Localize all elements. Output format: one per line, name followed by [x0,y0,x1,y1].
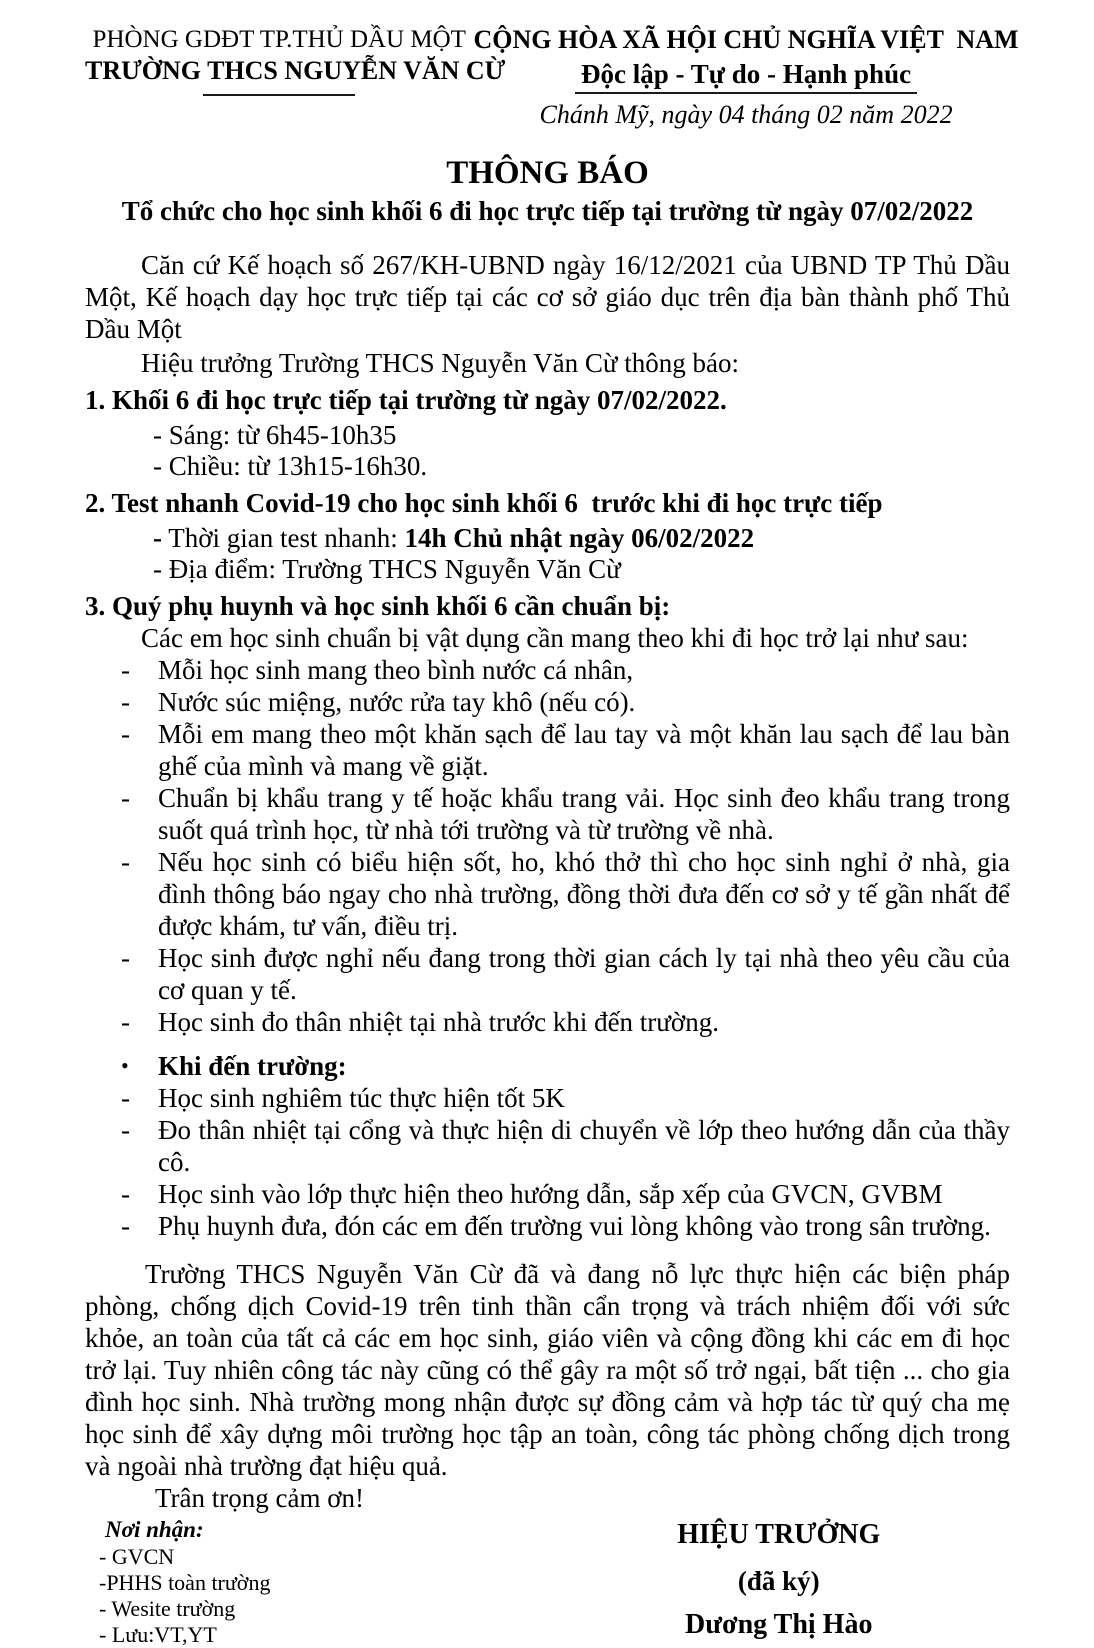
thanks-line: Trân trọng cảm ơn! [155,1483,364,1513]
school-name-line: TRƯỜNG THCS NGUYỄN VĂN CỪ [85,56,506,85]
prep-item [85,846,1010,942]
recipient-item: -PHHS toàn trường [99,1570,271,1595]
prep-item-text: Học sinh được nghỉ nếu đang trong thời gian cách ly tại nhà theo yêu cầu của cơ quan y tế. [158,943,1010,1005]
prep-item-text: Mỗi em mang theo một khăn sạch để lau tay và một khăn lau sạch để lau bàn ghế của mình và mang về giặt. [158,719,1010,781]
document-footer [85,1516,1010,1648]
department-line: PHÒNG GDĐT TP.THỦ DẦU MỘT [92,26,466,53]
hyphen-marker: - [121,1007,130,1037]
prep-item [85,654,1010,686]
recipients-label: Nơi nhận: [105,1517,204,1542]
document-subtitle: Tổ chức cho học sinh khối 6 đi học trực tiếp tại trường từ ngày 07/02/2022 [121,196,974,226]
school-underline [203,94,355,96]
hyphen-marker: - [121,1115,130,1145]
test-time-dash: - [153,523,162,553]
arrival-item-text: Học sinh nghiêm túc thực hiện tốt 5K [158,1083,565,1113]
place-date-line: Chánh Mỹ, ngày 04 tháng 02 năm 2022 [539,100,953,129]
national-motto-line: Độc lập - Tự do - Hạnh phúc [575,58,917,94]
prep-item [85,686,1010,718]
section-1-heading: 1. Khối 6 đi học trực tiếp tại trường từ ngày 07/02/2022. [85,385,727,415]
arrival-item [85,1210,1010,1242]
arrival-heading-row [85,1050,1010,1082]
document-title: THÔNG BÁO [446,155,649,191]
hyphen-marker: - [121,1179,130,1209]
national-title-line: CỘNG HÒA XÃ HỘI CHỦ NGHĨA VIỆT NAM [473,25,1019,54]
recipients-block [85,1516,548,1648]
hyphen-marker: - [121,1211,130,1241]
bullet-marker: • [121,1053,129,1078]
prep-item-text: Mỗi học sinh mang theo bình nước cá nhân, [158,655,634,685]
signature-block [548,1516,1011,1648]
hyphen-marker: - [121,943,130,973]
hyphen-marker: - [121,655,130,685]
national-header-block [474,24,1019,131]
section-1-item-afternoon: - Chiều: từ 13h15-16h30. [153,451,428,481]
recipient-item: - Lưu:VT,YT [99,1622,217,1647]
test-time-label: Thời gian test nhanh: [162,523,405,553]
section-1-item-morning: - Sáng: từ 6h45-10h35 [153,420,397,450]
arrival-item-text: Phụ huynh đưa, đón các em đến trường vui lòng không vào trong sân trường. [158,1211,991,1241]
test-time-line [85,523,1010,554]
arrival-heading: Khi đến trường: [158,1051,347,1081]
prep-item-text: Chuẩn bị khẩu trang y tế hoặc khẩu trang vải. Học sinh đeo khẩu trang trong suốt quá trình học, từ nhà tới trường và từ trường về nhà. [158,783,1010,845]
hyphen-marker: - [121,1083,130,1113]
signature-signed-note: (đã ký) [737,1566,820,1596]
prep-item-text: Nếu học sinh có biểu hiện sốt, ho, khó thở thì cho học sinh nghỉ ở nhà, gia đình thông báo ngay cho nhà trường, đồng thời đưa đến cơ sở y tế gần nhất để được khám, tư vấn, điều trị. [158,847,1010,941]
section-3-heading: 3. Quý phụ huynh và học sinh khối 6 cần chuẩn bị: [85,591,671,621]
recipient-item: - GVCN [99,1544,175,1569]
prep-item [85,1006,1010,1038]
test-time-value: 14h Chủ nhật ngày 06/02/2022 [404,523,755,553]
signature-title: HIỆU TRƯỞNG [677,1519,881,1550]
announcement-line: Hiệu trưởng Trường THCS Nguyễn Văn Cừ thông báo: [141,348,739,378]
arrival-item [85,1082,1010,1114]
recipient-item: - Wesite trường [99,1596,236,1621]
hyphen-marker: - [121,687,130,717]
hyphen-marker: - [121,783,130,813]
prep-item [85,718,1010,782]
prep-item-text: Nước súc miệng, nước rửa tay khô (nếu có). [158,687,636,717]
legal-basis-paragraph: Căn cứ Kế hoạch số 267/KH-UBND ngày 16/12/2021 của UBND TP Thủ Dầu Một, Kế hoạch dạy học trực tiếp tại các cơ sở giáo dục trên địa bàn thành phố Thủ Dầu Một [85,250,1010,344]
arrival-item [85,1114,1010,1178]
arrival-item-text: Đo thân nhiệt tại cổng và thực hiện di chuyển về lớp theo hướng dẫn của thầy cô. [158,1115,1010,1177]
closing-paragraph: Trường THCS Nguyễn Văn Cừ đã và đang nỗ lực thực hiện các biện pháp phòng, chống dịch Covid-19 trên tinh thần cẩn trọng và trách nhiệm đối với sức khỏe, an toàn của tất cả các em học sinh, giáo viên và cộng đồng khi các em đi học trở lại. Tuy nhiên công tác này cũng có thể gây ra một số trở ngại, bất tiện ... cho gia đình học sinh. Nhà trường mong nhận được sự đồng cảm và hợp tác từ quý cha mẹ học sinh để xây dựng môi trường học tập an toàn, công tác phòng chống dịch trong và ngoài nhà trường đạt hiệu quả. [85,1259,1010,1481]
section-2-heading: 2. Test nhanh Covid-19 cho học sinh khối 6 trước khi đi học trực tiếp [85,488,883,518]
test-location-line: - Địa điểm: Trường THCS Nguyễn Văn Cừ [153,554,621,584]
prep-intro-line: Các em học sinh chuẩn bị vật dụng cần mang theo khi đi học trở lại như sau: [141,623,969,653]
issuing-authority-block [85,24,506,131]
hyphen-marker: - [121,847,130,877]
hyphen-marker: - [121,719,130,749]
arrival-item [85,1178,1010,1210]
prep-item-text: Học sinh đo thân nhiệt tại nhà trước khi đến trường. [158,1007,719,1037]
prep-item [85,782,1010,846]
prep-item [85,942,1010,1006]
document-header [85,24,1019,131]
signature-name: Dương Thị Hào [685,1609,873,1640]
arrival-item-text: Học sinh vào lớp thực hiện theo hướng dẫn, sắp xếp của GVCN, GVBM [158,1179,943,1209]
